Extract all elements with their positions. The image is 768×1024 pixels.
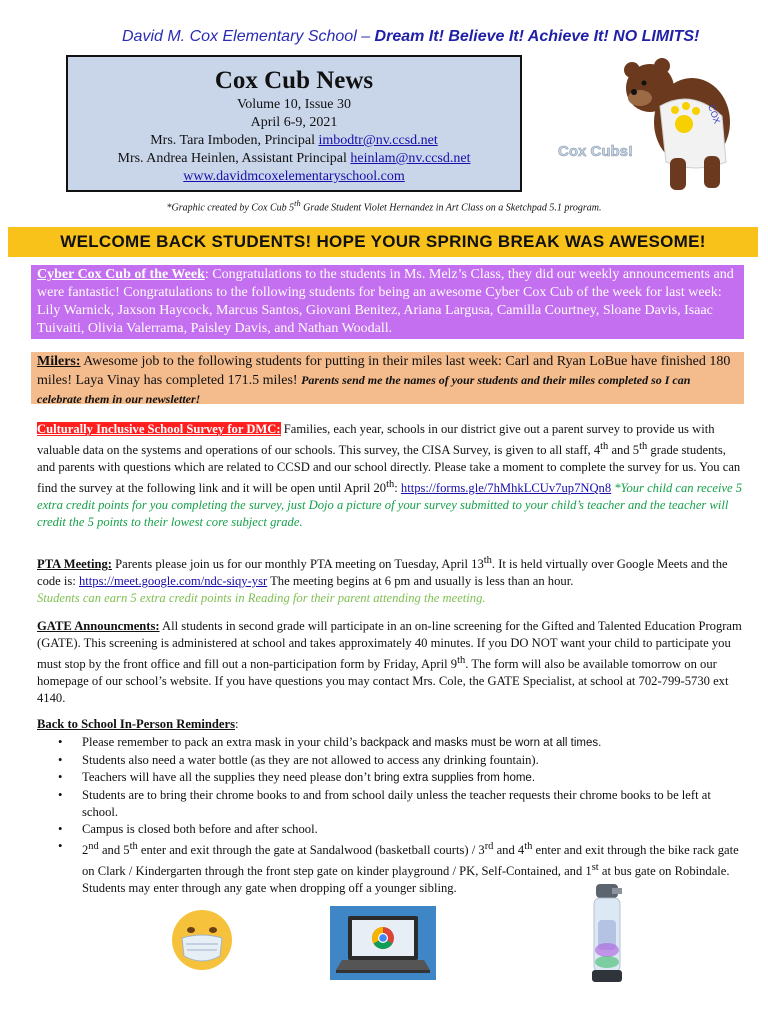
list-item <box>37 734 744 752</box>
cyber-body: Congratulations to the students in Ms. Melz’s Class, they did our weekly announcements and were fantastic! Congratulations to the following students for being an awesome Cyber Cox Cub of the week for last week: Lily Warnick, Jaxson Haycock, Marcus Santos, Giovani Benitez, Ariana Largusa, Camilla Courtney, Sloane Davis, Isaac Tuivaiti, Olivia Valerrama, Paisley Davis, and Nathan Woodall. <box>37 267 734 336</box>
list-item-text: Campus is closed both before and after school. <box>82 822 318 836</box>
survey-heading: Culturally Inclusive School Survey for DMC: <box>37 422 281 436</box>
school-name: David M. Cox Elementary School – <box>122 28 375 45</box>
pta-heading: PTA Meeting: <box>37 557 112 572</box>
survey-body: Families, each year, schools in our district give out a parent survey to provide us with valuable data on the systems and operations of our schools. This survey, the CISA Survey, is given to all staff, 4 <box>37 422 715 458</box>
reminders-section <box>37 716 744 897</box>
survey-extra-credit-note: *Your child can receive 5 extra credit points for you completing the survey, just Dojo a picture of your survey submitted to your child’s teacher and the teacher will credit the 5 points to their lowest core subject grade. <box>37 481 743 530</box>
list-item-sup: nd <box>88 841 99 852</box>
principal-name: Mrs. Tara Imboden, Principal <box>150 133 319 148</box>
survey-sup: th <box>600 441 609 452</box>
newsletter-title: Cox Cub News <box>214 67 374 94</box>
list-item <box>37 821 744 838</box>
gate-heading: GATE Announcments: <box>37 619 160 633</box>
issue-dates: April 6-9, 2021 <box>250 115 338 130</box>
list-item-text: and 5 <box>98 843 130 858</box>
list-item-sup: th <box>524 841 533 852</box>
website-line <box>68 168 520 186</box>
water-bottle-image <box>582 880 654 992</box>
gate-body: All students in second grade will participate in an on-line screening for the Gifted and Talented Education Program (GATE). This screening is administered at school and takes approximately 40 minutes. If you DO NOT want your child to participate you must stop by the front office and fill out a non-participation form by Friday, April 9 <box>37 619 742 672</box>
welcome-banner: WELCOME BACK STUDENTS! HOPE YOUR SPRING BREAK WAS AWESOME! <box>8 227 758 257</box>
list-item <box>37 769 744 787</box>
survey-sup: th <box>386 479 395 491</box>
survey-body: grade students, and parents with questions which are related to CCSD and our school directly. Please take a moment to complete the survey for us. You can find the survey at the following link and it will be open until April 20 <box>37 443 741 496</box>
list-item-text: Students are to bring their chrome books to and from school daily unless the teacher requests their chrome books to be left at school. <box>82 788 711 819</box>
assistant-name: Mrs. Andrea Heinlen, Assistant Principal <box>117 151 351 166</box>
gate-body: . The form will also be available tomorrow on our homepage of our school’s website. If you have questions you may contact Mrs. Cole, the GATE Specialist, at school at 702-799-5730 ext 4140. <box>37 657 729 706</box>
milers-body: Awesome job to the following students for putting in their miles last week: Carl and Ryan LoBue have finished 180 miles! Laya Vinay has completed 171.5 miles! <box>37 354 731 388</box>
assistant-line <box>68 150 520 168</box>
reminders-list <box>37 734 744 897</box>
volume-issue: Volume 10, Issue 30 <box>236 97 352 112</box>
survey-sup: th <box>639 441 648 452</box>
survey-body: and 5 <box>608 443 640 458</box>
credit-sup: th <box>294 199 301 208</box>
school-motto: Dream It! Believe It! Achieve It! NO LIMITS! <box>374 28 700 45</box>
masthead-box <box>66 55 522 192</box>
reminders-heading: Back to School In-Person Reminders <box>37 717 236 731</box>
list-item-sup: rd <box>484 841 494 852</box>
milers-note: Parents send me the names of your students and their miles completed so I can celebrate them in our newsletter! <box>37 373 691 406</box>
pta-meet-link[interactable]: https://meet.google.com/ndc-siqy-ysr <box>78 574 268 589</box>
cyber-heading: Cyber Cox Cub of the Week <box>37 267 205 282</box>
list-item-text: and 4 <box>493 843 525 858</box>
list-item-text: at bus gate on Robindale. Students may enter through any gate when dropping off a younger sibling. <box>82 864 730 896</box>
school-website-link[interactable]: www.davidmcoxelementaryschool.com <box>183 169 405 184</box>
list-item-text: 2 <box>82 843 89 858</box>
list-item-sup: th <box>129 841 138 852</box>
gate-section <box>37 618 744 707</box>
pta-sup: th <box>483 555 492 566</box>
list-item <box>37 787 744 821</box>
pta-body: . It is held virtually over Google Meets and the code is: <box>37 557 728 589</box>
list-item-text-alt: bring extra supplies from home. <box>373 772 536 784</box>
list-item-text: enter and exit through the bike rack gate on Clark / Kindergarten through the front step gate on kinder playground / PK, Self-Contained, and 1 <box>82 843 739 879</box>
reminders-heading-line <box>37 716 744 733</box>
list-item-text: Teachers will have all the supplies they need please don’t <box>82 770 374 784</box>
principal-email-link[interactable]: imbodtr@nv.ccsd.net <box>318 133 438 148</box>
laptop-image <box>330 906 436 980</box>
list-item-sup: st <box>591 862 599 874</box>
cox-cubs-caption: Cox Cubs! <box>558 143 633 160</box>
milers-heading: Milers: <box>37 354 81 369</box>
bear-shirt-text: COX <box>706 103 723 126</box>
pta-body: Parents please join us for our monthly PTA meeting on Tuesday, April 13 <box>111 557 484 572</box>
gate-sup: th <box>457 655 466 666</box>
survey-body: : <box>394 481 401 496</box>
credit-text: *Graphic created by Cox Cub 5 <box>166 202 295 214</box>
cyber-cox-cub-section <box>31 265 744 339</box>
list-item-text: Students also need a water bottle (as they are not allowed to access any drinking fountain). <box>82 753 539 767</box>
mask-emoji-image <box>170 908 234 972</box>
list-item-text: enter and exit through the gate at Sandalwood (basketball courts) / 3 <box>137 843 485 858</box>
pta-extra-credit-note: Students can earn 5 extra credit points in Reading for their parent attending the meeting. <box>37 591 486 606</box>
survey-link[interactable]: https://forms.gle/7hMhkLCUv7up7NQn8 <box>400 481 612 496</box>
reminders-colon: : <box>235 717 239 731</box>
list-item-text-alt: backpack and masks must be worn at all times. <box>360 737 602 749</box>
principal-line <box>68 132 520 150</box>
assistant-email-link[interactable]: heinlam@nv.ccsd.net <box>350 151 471 166</box>
cyber-colon: : <box>204 267 209 282</box>
bear-mascot-image <box>558 58 740 198</box>
list-item-text: Please remember to pack an extra mask in your child’s <box>82 735 361 749</box>
list-item <box>37 752 744 769</box>
pta-body: The meeting begins at 6 pm and usually is less than an hour. <box>267 574 574 589</box>
pta-section <box>37 552 744 607</box>
school-tagline <box>122 28 742 46</box>
milers-section <box>31 352 744 404</box>
survey-section <box>37 421 744 531</box>
credit-text-end: Grade Student Violet Hernandez in Art Class on a Sketchpad 5.1 program. <box>300 202 602 214</box>
graphic-credit <box>0 199 768 213</box>
